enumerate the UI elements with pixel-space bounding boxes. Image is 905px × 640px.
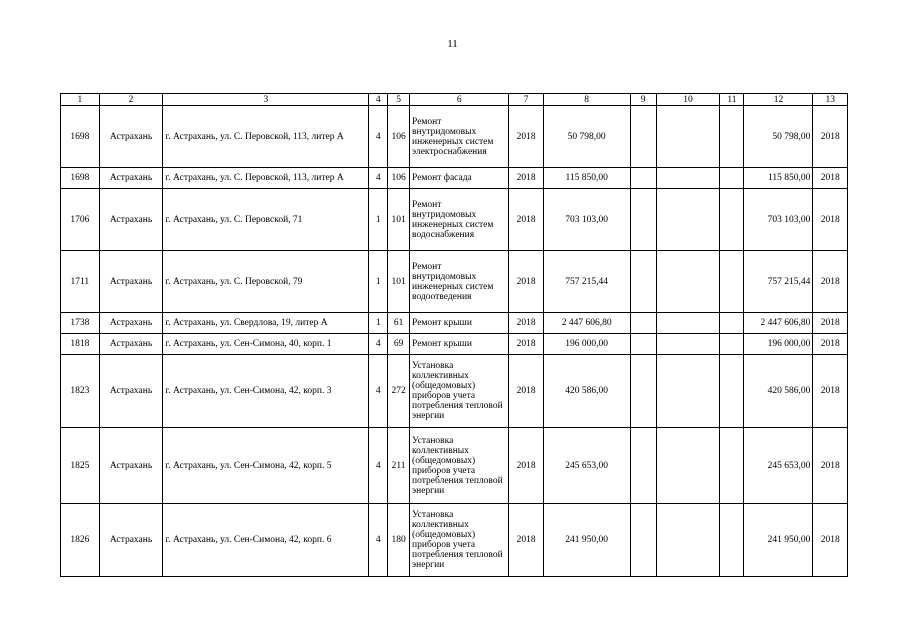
col10-cell: [656, 106, 720, 168]
col11-cell: [720, 189, 744, 251]
total-cell: 420 586,00: [744, 355, 813, 428]
cost-cell: 420 586,00: [543, 355, 630, 428]
completion-year-cell: 2018: [813, 334, 848, 355]
year-cell: 2018: [509, 428, 543, 504]
work-type-cell: Установка коллективных (общедомовых) приборов учета потребления тепловой энергии: [410, 504, 509, 577]
address-cell: г. Астрахань, ул. Сен-Симона, 42, корп. 3: [163, 355, 369, 428]
column-header: 10: [656, 94, 720, 106]
cost-cell: 50 798,00: [543, 106, 630, 168]
house-id-cell: 1698: [61, 106, 100, 168]
column-header: 4: [369, 94, 388, 106]
year-cell: 2018: [509, 355, 543, 428]
col9-cell: [630, 355, 656, 428]
address-cell: г. Астрахань, ул. Сен-Симона, 42, корп. 5: [163, 428, 369, 504]
table-row: [61, 355, 848, 428]
apartments-cell: 180: [388, 504, 410, 577]
city-cell: Астрахань: [99, 504, 163, 577]
apartments-cell: 61: [388, 313, 410, 334]
table-row: [61, 428, 848, 504]
total-cell: 50 798,00: [744, 106, 813, 168]
table-row: [61, 313, 848, 334]
address-cell: г. Астрахань, ул. С. Перовской, 79: [163, 251, 369, 313]
column-number-row: [61, 94, 848, 106]
column-header: 13: [813, 94, 848, 106]
city-cell: Астрахань: [99, 168, 163, 189]
year-cell: 2018: [509, 313, 543, 334]
table-row: [61, 504, 848, 577]
year-cell: 2018: [509, 168, 543, 189]
storeys-cell: 4: [369, 355, 388, 428]
col10-cell: [656, 313, 720, 334]
total-cell: 115 850,00: [744, 168, 813, 189]
col9-cell: [630, 504, 656, 577]
house-id-cell: 1738: [61, 313, 100, 334]
column-header: 5: [388, 94, 410, 106]
house-id-cell: 1818: [61, 334, 100, 355]
total-cell: 703 103,00: [744, 189, 813, 251]
col10-cell: [656, 504, 720, 577]
total-cell: 757 215,44: [744, 251, 813, 313]
cost-cell: 245 653,00: [543, 428, 630, 504]
col9-cell: [630, 251, 656, 313]
capital-repair-table: [60, 93, 848, 577]
col11-cell: [720, 313, 744, 334]
col11-cell: [720, 168, 744, 189]
work-type-cell: Ремонт крыши: [410, 334, 509, 355]
city-cell: Астрахань: [99, 355, 163, 428]
storeys-cell: 4: [369, 428, 388, 504]
col9-cell: [630, 313, 656, 334]
apartments-cell: 69: [388, 334, 410, 355]
storeys-cell: 1: [369, 189, 388, 251]
city-cell: Астрахань: [99, 106, 163, 168]
completion-year-cell: 2018: [813, 313, 848, 334]
page-number: 11: [447, 38, 458, 50]
city-cell: Астрахань: [99, 313, 163, 334]
address-cell: г. Астрахань, ул. С. Перовской, 113, литер А: [163, 106, 369, 168]
completion-year-cell: 2018: [813, 504, 848, 577]
column-header: 3: [163, 94, 369, 106]
address-cell: г. Астрахань, ул. Сен-Симона, 40, корп. 1: [163, 334, 369, 355]
col11-cell: [720, 334, 744, 355]
city-cell: Астрахань: [99, 189, 163, 251]
cost-cell: 196 000,00: [543, 334, 630, 355]
col10-cell: [656, 189, 720, 251]
storeys-cell: 4: [369, 334, 388, 355]
column-header: 11: [720, 94, 744, 106]
col10-cell: [656, 428, 720, 504]
work-type-cell: Установка коллективных (общедомовых) приборов учета потребления тепловой энергии: [410, 355, 509, 428]
table-row: [61, 334, 848, 355]
year-cell: 2018: [509, 251, 543, 313]
total-cell: 196 000,00: [744, 334, 813, 355]
col11-cell: [720, 251, 744, 313]
column-header: 6: [410, 94, 509, 106]
apartments-cell: 106: [388, 168, 410, 189]
col11-cell: [720, 428, 744, 504]
year-cell: 2018: [509, 334, 543, 355]
house-id-cell: 1823: [61, 355, 100, 428]
city-cell: Астрахань: [99, 334, 163, 355]
work-type-cell: Установка коллективных (общедомовых) приборов учета потребления тепловой энергии: [410, 428, 509, 504]
city-cell: Астрахань: [99, 251, 163, 313]
col11-cell: [720, 504, 744, 577]
storeys-cell: 4: [369, 504, 388, 577]
table-row: [61, 251, 848, 313]
column-header: 8: [543, 94, 630, 106]
col9-cell: [630, 428, 656, 504]
column-header: 12: [744, 94, 813, 106]
apartments-cell: 101: [388, 251, 410, 313]
column-header: 9: [630, 94, 656, 106]
col11-cell: [720, 106, 744, 168]
storeys-cell: 1: [369, 251, 388, 313]
completion-year-cell: 2018: [813, 168, 848, 189]
column-header: 2: [99, 94, 163, 106]
col10-cell: [656, 355, 720, 428]
col10-cell: [656, 168, 720, 189]
storeys-cell: 4: [369, 168, 388, 189]
apartments-cell: 211: [388, 428, 410, 504]
work-type-cell: Ремонт крыши: [410, 313, 509, 334]
col9-cell: [630, 334, 656, 355]
cost-cell: 115 850,00: [543, 168, 630, 189]
col10-cell: [656, 334, 720, 355]
table-row: [61, 189, 848, 251]
city-cell: Астрахань: [99, 428, 163, 504]
apartments-cell: 101: [388, 189, 410, 251]
work-type-cell: Ремонт внутридомовых инженерных систем водоотведения: [410, 251, 509, 313]
col9-cell: [630, 168, 656, 189]
col9-cell: [630, 189, 656, 251]
cost-cell: 241 950,00: [543, 504, 630, 577]
house-id-cell: 1825: [61, 428, 100, 504]
storeys-cell: 1: [369, 313, 388, 334]
total-cell: 241 950,00: [744, 504, 813, 577]
house-id-cell: 1706: [61, 189, 100, 251]
completion-year-cell: 2018: [813, 428, 848, 504]
work-type-cell: Ремонт внутридомовых инженерных систем водоснабжения: [410, 189, 509, 251]
completion-year-cell: 2018: [813, 106, 848, 168]
apartments-cell: 106: [388, 106, 410, 168]
col9-cell: [630, 106, 656, 168]
address-cell: г. Астрахань, ул. Свердлова, 19, литер А: [163, 313, 369, 334]
total-cell: 2 447 606,80: [744, 313, 813, 334]
work-type-cell: Ремонт фасада: [410, 168, 509, 189]
cost-cell: 2 447 606,80: [543, 313, 630, 334]
house-id-cell: 1711: [61, 251, 100, 313]
address-cell: г. Астрахань, ул. Сен-Симона, 42, корп. 6: [163, 504, 369, 577]
column-header: 1: [61, 94, 100, 106]
year-cell: 2018: [509, 106, 543, 168]
table-row: [61, 106, 848, 168]
year-cell: 2018: [509, 189, 543, 251]
year-cell: 2018: [509, 504, 543, 577]
cost-cell: 703 103,00: [543, 189, 630, 251]
completion-year-cell: 2018: [813, 251, 848, 313]
work-type-cell: Ремонт внутридомовых инженерных систем электроснабжения: [410, 106, 509, 168]
storeys-cell: 4: [369, 106, 388, 168]
col10-cell: [656, 251, 720, 313]
house-id-cell: 1698: [61, 168, 100, 189]
address-cell: г. Астрахань, ул. С. Перовской, 71: [163, 189, 369, 251]
cost-cell: 757 215,44: [543, 251, 630, 313]
apartments-cell: 272: [388, 355, 410, 428]
column-header: 7: [509, 94, 543, 106]
col11-cell: [720, 355, 744, 428]
house-id-cell: 1826: [61, 504, 100, 577]
address-cell: г. Астрахань, ул. С. Перовской, 113, литер А: [163, 168, 369, 189]
completion-year-cell: 2018: [813, 355, 848, 428]
completion-year-cell: 2018: [813, 189, 848, 251]
total-cell: 245 653,00: [744, 428, 813, 504]
table-row: [61, 168, 848, 189]
